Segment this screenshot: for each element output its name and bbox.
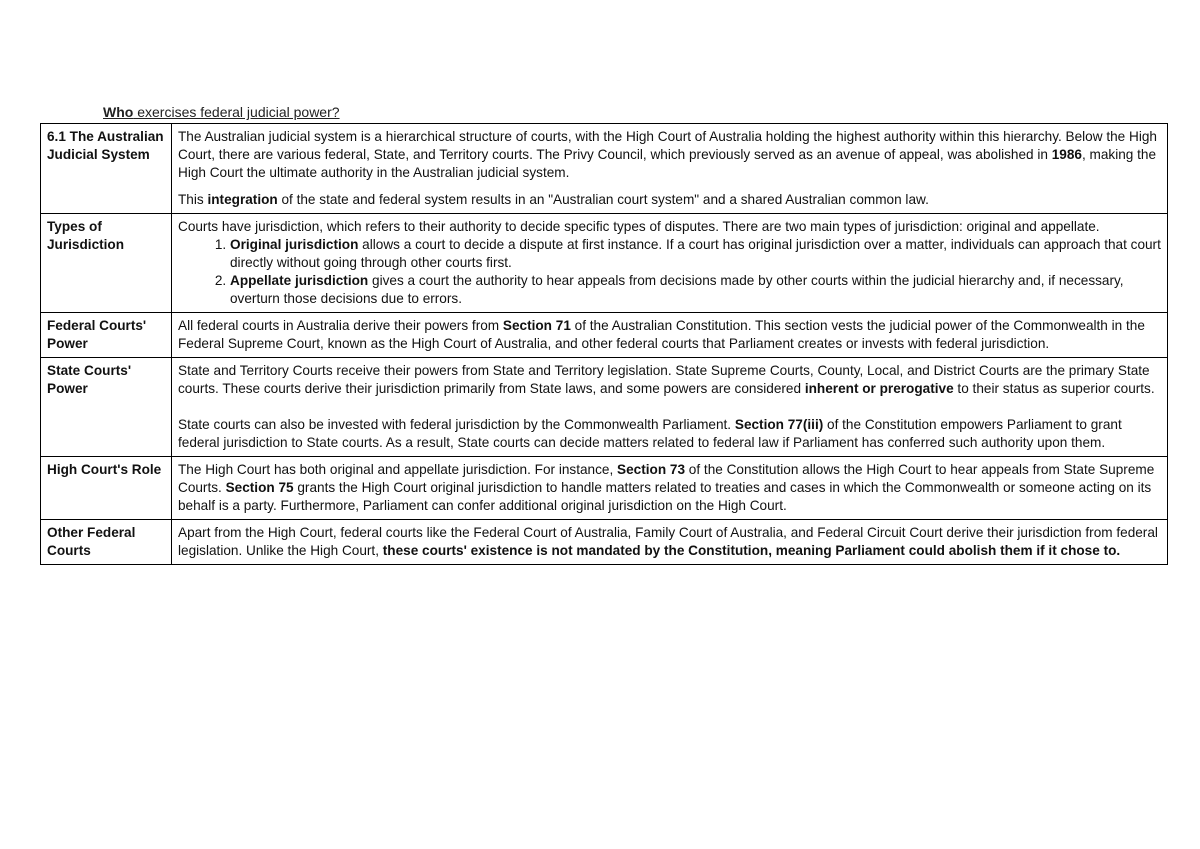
row-topic: 6.1 The Australian Judicial System	[41, 124, 172, 214]
title-bold: Who	[103, 104, 134, 120]
bold-text: these courts' existence is not mandated by the Constitution, meaning Parliament could abolish them if it chose to.	[382, 543, 1121, 558]
row-topic: Types of Jurisdiction	[41, 214, 172, 313]
row-topic: Other Federal Courts	[41, 520, 172, 565]
text-run: , making the High Court the ultimate authority in the Australian judicial system.	[178, 147, 1157, 180]
text-run: State courts can also be invested with federal jurisdiction by the Commonwealth Parliament.	[178, 417, 735, 432]
text-run: gives a court the authority to hear appeals from decisions made by other courts within the judicial hierarchy and, if necessary, overturn those decisions due to errors.	[230, 273, 1124, 306]
text-run: This	[178, 192, 208, 207]
bold-text: Appellate jurisdiction	[230, 273, 369, 288]
table-row	[41, 313, 1168, 358]
text-run: The High Court has both original and appellate jurisdiction. For instance,	[178, 462, 618, 477]
paragraph: Courts have jurisdiction, which refers to their authority to decide specific types of disputes. There are two main types of jurisdiction: original and appellate.	[178, 219, 1100, 234]
list-item	[230, 236, 1162, 272]
paragraph	[178, 128, 1162, 182]
paragraph	[178, 362, 1162, 398]
row-topic: High Court's Role	[41, 457, 172, 520]
row-topic: State Courts' Power	[41, 358, 172, 457]
table-row	[41, 358, 1168, 457]
text-run: Apart from the High Court, federal courts like the Federal Court of Australia, Family Court of Australia, and Federal Circuit Court derive their jurisdiction from federal legislation. Unlike the High Court,	[178, 525, 1158, 558]
text-run: of the Constitution empowers Parliament to grant federal jurisdiction to State courts. As a result, State courts can decide matters related to federal law if Parliament has conferred such authority upon them.	[178, 417, 1122, 450]
paragraph	[178, 524, 1162, 560]
text-run: of the state and federal system results in an "Australian court system" and a shared Australian common law.	[277, 192, 929, 207]
notes-table	[40, 123, 1168, 565]
bold-text: integration	[207, 192, 278, 207]
bold-text: Original jurisdiction	[230, 237, 359, 252]
table-row	[41, 520, 1168, 565]
text-run: State and Territory Courts receive their powers from State and Territory legislation. State Supreme Courts, County, Local, and District Courts are the primary State courts. These courts derive their jurisdiction primarily from State laws, and some powers are considered	[178, 363, 1150, 396]
row-content	[172, 124, 1168, 214]
paragraph	[178, 416, 1162, 452]
text-run: The Australian judicial system is a hierarchical structure of courts, with the High Court of Australia holding the highest authority within this hierarchy. Below the High Court, there are various federal, State, and Territory courts. The Privy Council, which previously served as an avenue of appeal, was abolished in	[178, 129, 1157, 162]
paragraph	[178, 461, 1162, 515]
document-title	[103, 103, 340, 121]
text-run: of the Australian Constitution. This section vests the judicial power of the Commonwealth in the Federal Supreme Court, known as the High Court of Australia, and other federal courts that Parliament creates or invests with federal jurisdiction.	[178, 318, 1145, 351]
jurisdiction-list	[178, 236, 1162, 308]
bold-text: 1986	[1051, 147, 1082, 162]
row-topic: Federal Courts' Power	[41, 313, 172, 358]
bold-text: Section 73	[617, 462, 686, 477]
row-content	[172, 457, 1168, 520]
table-row	[41, 214, 1168, 313]
text-run: All federal courts in Australia derive their powers from	[178, 318, 503, 333]
text-run: of the Constitution allows the High Court to hear appeals from State Supreme Courts.	[178, 462, 1155, 495]
text-run: grants the High Court original jurisdiction to handle matters related to treaties and cases in which the Commonwealth or someone acting on its behalf is a party. Furthermore, Parliament can confer additional original jurisdiction on the High Court.	[178, 480, 1152, 513]
row-content	[172, 520, 1168, 565]
table-row	[41, 124, 1168, 214]
row-content	[172, 358, 1168, 457]
table-row	[41, 457, 1168, 520]
row-content	[172, 313, 1168, 358]
list-item	[230, 272, 1162, 308]
row-content	[172, 214, 1168, 313]
bold-text: Section 77(iii)	[734, 417, 824, 432]
text-run: allows a court to decide a dispute at first instance. If a court has original jurisdiction over a matter, individuals can approach that court directly without going through other courts first.	[230, 237, 1161, 270]
bold-text: Section 71	[502, 318, 571, 333]
paragraph	[178, 317, 1162, 353]
bold-text: Section 75	[225, 480, 294, 495]
paragraph	[178, 191, 1162, 209]
bold-text: inherent or prerogative	[804, 381, 954, 396]
text-run: to their status as superior courts.	[953, 381, 1155, 396]
title-rest: exercises federal judicial power?	[133, 104, 340, 120]
